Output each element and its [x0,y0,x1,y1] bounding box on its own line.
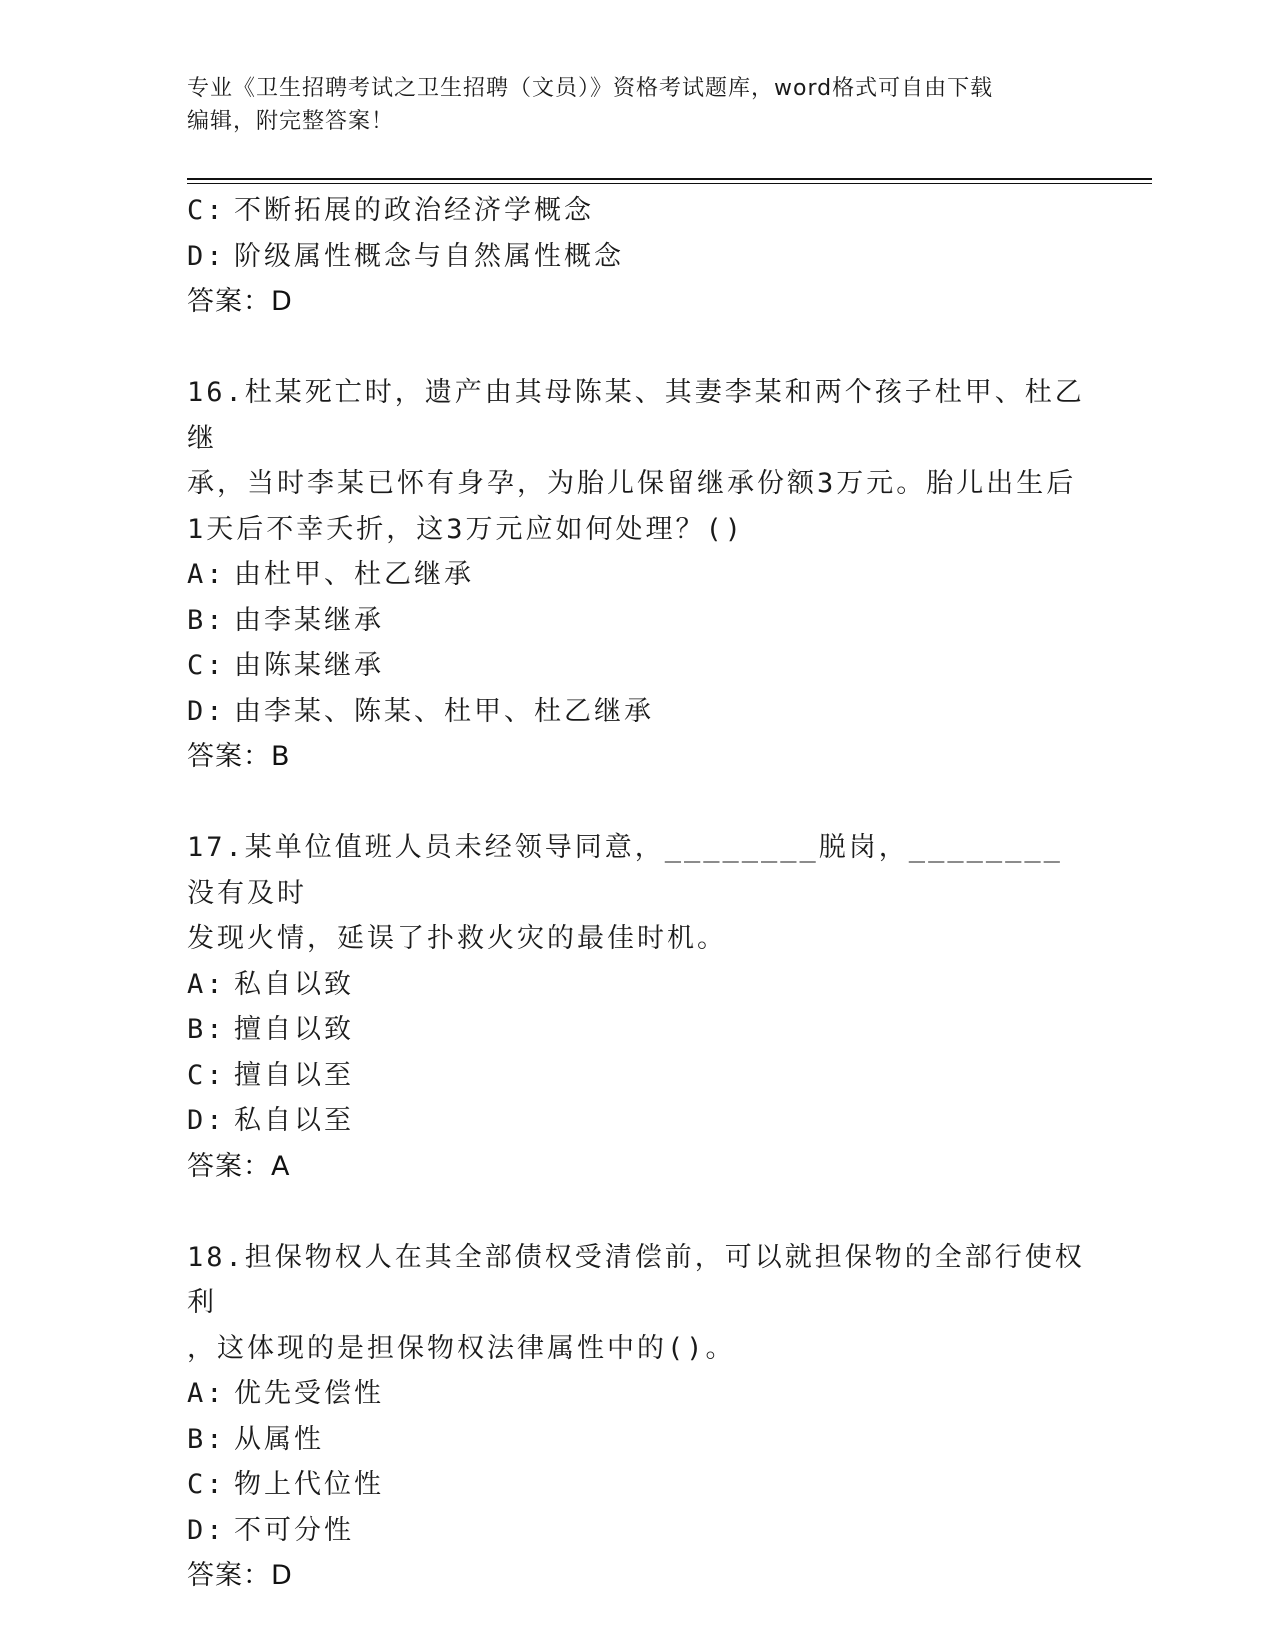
header-line-1: 专业《卫生招聘考试之卫生招聘（文员）》资格考试题库，word格式可自由下载 [187,76,994,101]
question-stem-line: 发现火情，延误了扑救火灾的最佳时机。 [187,923,727,954]
option-b [187,598,1087,644]
question-stem-line: 17.某单位值班人员未经领导同意，________脱岗，________没有及时 [187,832,1063,909]
answer-line: 答案：A [187,1150,291,1182]
option-a [187,1371,1087,1417]
option-c [187,188,1087,234]
option-text: 由陈某继承 [234,650,384,681]
option-text: 不可分性 [234,1514,354,1546]
header-line-2: 编辑，附完整答案！ [187,109,395,134]
option-text: 物上代位性 [234,1469,384,1500]
option-letter: D: [187,1105,226,1136]
option-letter: A: [187,968,226,1000]
option-b [187,1417,1087,1463]
option-letter: B: [187,1423,226,1455]
spacer [187,780,1087,826]
option-text: 由杜甲、杜乙继承 [234,559,474,590]
option-b [187,1007,1087,1053]
question-stem-line: 1天后不幸夭折，这3万元应如何处理？() [187,513,745,545]
option-a [187,552,1087,598]
option-letter: D: [187,695,226,727]
option-text: 不断拓展的政治经济学概念 [234,195,594,226]
question-stem-line: 承，当时李某已怀有身孕，为胎儿保留继承份额3万元。胎儿出生后 [187,468,1077,499]
option-text: 由李某、陈某、杜甲、杜乙继承 [234,695,654,727]
option-text: 由李某继承 [234,604,384,636]
option-text: 私自以致 [234,968,354,1000]
option-a [187,962,1087,1008]
option-d [187,1508,1087,1554]
option-letter: A: [187,1378,226,1409]
option-letter: C: [187,1469,226,1500]
option-letter: A: [187,559,226,590]
option-d [187,689,1087,735]
answer-line: 答案：B [187,741,291,772]
option-text: 私自以至 [234,1105,354,1136]
option-letter: C: [187,650,226,681]
answer-line: 答案：D [187,1560,293,1591]
header-rule-thick [187,178,1152,180]
option-d [187,234,1087,280]
question-stem-line: 18.担保物权人在其全部债权受清偿前，可以就担保物的全部行使权利 [187,1241,1085,1318]
option-letter: B: [187,604,226,636]
spacer [187,325,1087,371]
question-stem-line: 16.杜某死亡时，遗产由其母陈某、其妻李某和两个孩子杜甲、杜乙继 [187,377,1085,454]
option-c [187,1053,1087,1099]
option-text: 擅自以至 [234,1059,354,1091]
option-letter: D: [187,240,226,272]
page-header [187,72,1087,138]
header-rule-thin [187,183,1152,184]
option-letter: B: [187,1014,226,1045]
option-c [187,1462,1087,1508]
option-c [187,643,1087,689]
question-continuation [187,188,1087,325]
option-letter: C: [187,195,226,226]
document-body [187,188,1087,1599]
option-text: 优先受偿性 [234,1378,384,1409]
option-text: 擅自以致 [234,1014,354,1045]
option-d [187,1098,1087,1144]
option-letter: D: [187,1514,226,1546]
answer-line: 答案：D [187,286,293,317]
question-16 [187,370,1087,780]
option-text: 从属性 [234,1423,324,1455]
spacer [187,1189,1087,1235]
question-17 [187,825,1087,1189]
option-letter: C: [187,1059,226,1091]
option-text: 阶级属性概念与自然属性概念 [234,240,624,272]
question-18 [187,1235,1087,1599]
question-stem-line: ，这体现的是担保物权法律属性中的()。 [187,1332,736,1364]
